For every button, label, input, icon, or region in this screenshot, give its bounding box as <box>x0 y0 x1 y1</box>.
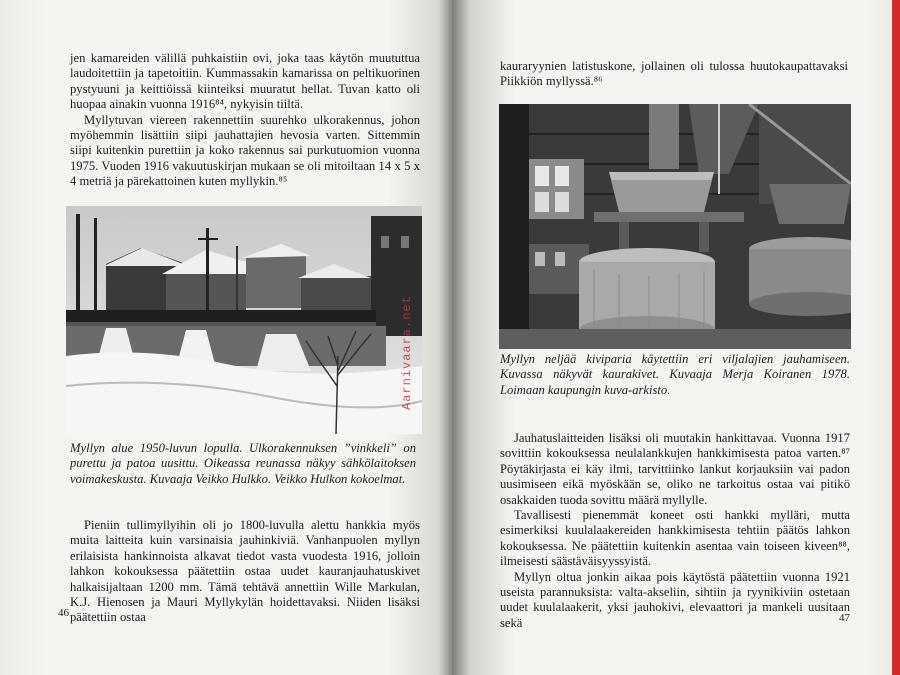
right-paragraph-top: kauraryynien latistuskone, jollainen oli tulossa huutokaupattavaksi Piikkiön myllyssä.⁸⁶ <box>500 59 848 89</box>
right-caption: Myllyn neljää kiviparia käytettiin eri viljalajien jauhamiseen. Kuvassa näkyvät kaurakivet. Kuvaaja Merja Koiranen 1978. Loimaan kaupungin kuva-arkisto. <box>500 352 850 397</box>
left-caption: Myllyn alue 1950-luvun lopulla. Ulkorakennuksen ”vinkkeli” on purettu ja patoa uusittu. Oikeassa reunassa näkyy sähkölaitoksen voimakeskusta. Kuvaaja Veikko Hulkko. Veikko Hulkon kokoelmat. <box>70 441 416 486</box>
right-paragraph-2: Tavallisesti pienemmät koneet osti hankki mylläri, mutta esimerkiksi kuulalaakereiden hankkimisesta tehtiin päätös lahkon kokouksessa. Ne päätettiin kuitenkin asentaa vain toiseen kiveen⁸⁸, ilmeisesti säästäväisyyssyistä. <box>500 508 850 569</box>
right-paragraph-1: Jauhatuslaitteiden lisäksi oli muutakin hankittavaa. Vuonna 1917 sovittiin kokouksessa neulalankkujen hankkimisesta patoa varten.⁸⁷ Pöytäkirjasta ei käy ilmi, tarvittiinko lankut korjauksiin vai padon uusimiseen eikä myöskään se, oliko ne tarkoitus ostaa vai pitikö osakkaiden tuoda sovittu määrä myllylle. <box>500 431 850 507</box>
right-text-body <box>500 431 850 631</box>
watermark: Aarnivaara.net <box>400 295 414 410</box>
red-page-edge <box>892 0 900 675</box>
right-page <box>452 0 900 675</box>
right-page-number: 47 <box>839 612 850 624</box>
left-paragraph-bottom: Pieniin tullimyllyihin oli jo 1800-luvulla alettu hankkia myös muita laitteita kuin varsinaisia jauhinkiviä. Vanhanpuolen myllyn erilaisista hankinnoista alkavat tiedot vasta vuodesta 1916, jolloin lahkon kokouksessa päätettiin ostaa uudet kauranjauhatuskivet halkaisijaltaan 1200 mm. Tämä tehtävä annettiin Wille Markulan, K.J. Hienosen ja Mauri Myllykylän hoidettavaksi. Niiden lisäksi päätettiin ostaa <box>70 518 420 625</box>
left-paragraph-1: jen kamareiden välillä puhkaistiin ovi, joka taas käytön muututtua laudoitettiin ja tapetoitiin. Kummassakin kamarissa on peltikuorinen pystyuuni ja keittiöissä kiinteiksi muuratut hellat. Tuvan katto oli huopaa ainakin vuonna 1916⁸⁴, nykyisin tiiltä. <box>70 51 420 112</box>
left-text-top <box>70 51 420 190</box>
left-paragraph-2: Myllytuvan viereen rakennettiin suurehko ulkorakennus, johon myöhemmin lisättiin siipi jauhattajien hevosia varten. Sittemmin siipi kuitenkin purettiin ja koko rakennus sai purkutuomion vuonna 1975. Vuoden 1916 vakuutuskirjan mukaan se oli mitoiltaan 14 x 5 x 4 metriä ja pärekattoinen kuten myllykin.⁸⁵ <box>70 112 420 189</box>
millstones-photo <box>499 104 851 349</box>
mill-area-photo <box>66 206 422 434</box>
right-paragraph-3: Myllyn oltua jonkin aikaa pois käytöstä päätettiin vuonna 1921 useista parannuksista: valta-akseliin, sihtiin ja ryynikiviin ostetaan uudet kuulalaakerit, yksi jauhokivi, elevaattori ja mankeli uusitaan sekä <box>500 569 850 630</box>
left-page-number: 46 <box>58 607 69 619</box>
